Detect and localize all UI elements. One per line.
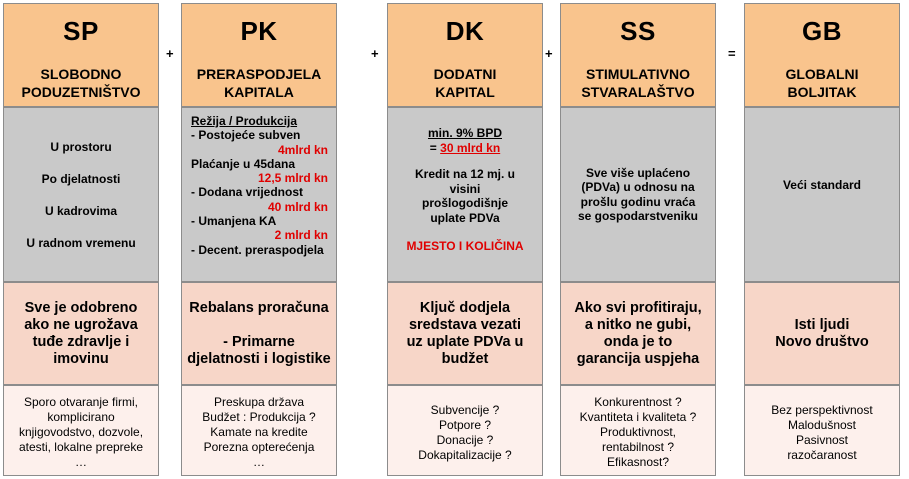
pink-box-pk — [181, 282, 337, 385]
grey-box-dk — [387, 107, 543, 282]
grey-item-label: Plaćanje u 45dana — [191, 156, 296, 171]
grey-item-value: 12,5 mlrd kn — [257, 171, 328, 186]
light-box-ss — [560, 385, 716, 476]
grey-amount-line — [388, 141, 542, 156]
light-line: komplicirano — [47, 410, 115, 424]
subtitle-line: KAPITAL — [435, 84, 495, 100]
equals-sign: = — [429, 140, 437, 155]
grey-box-ss — [560, 107, 716, 282]
light-line: Donacije ? — [436, 433, 494, 447]
light-line: Kamate na kredite — [210, 425, 308, 439]
column-subtitle — [388, 65, 542, 101]
subtitle-line: SLOBODNO — [40, 66, 122, 82]
pink-line: Novo društvo — [775, 333, 869, 350]
plus-operator-1: + — [166, 46, 174, 61]
light-line: Efikasnost? — [606, 455, 670, 469]
pink-line: Ključ dodjela — [419, 299, 511, 316]
pink-line: sredstava vezati — [408, 316, 522, 333]
pink-line: Rebalans proračuna — [189, 299, 329, 316]
plus-operator-2: + — [371, 46, 379, 61]
grey-line: U kadrovima — [44, 203, 118, 218]
subtitle-line: PODUZETNIŠTVO — [21, 84, 141, 100]
column-sp — [3, 3, 161, 476]
pink-line: Isti ljudi — [794, 316, 850, 333]
grey-amount: 30 mlrd kn — [440, 140, 501, 155]
light-line: Pasivnost — [795, 433, 849, 447]
plus-operator-3: + — [545, 46, 553, 61]
light-line: razočaranost — [787, 448, 857, 462]
grey-item-label: - Postojeće subven — [191, 128, 301, 143]
pink-line: a nitko ne gubi, — [584, 316, 692, 333]
subtitle-line: GLOBALNI — [785, 66, 859, 82]
grey-line: Veći standard — [782, 177, 862, 192]
pink-line: onda je to — [603, 333, 673, 350]
grey-item-label: - Umanjena KA — [191, 214, 277, 229]
light-line: knjigovodstvo, dozvole, — [18, 425, 144, 439]
subtitle-line: STVARALAŠTVO — [581, 84, 695, 100]
grey-line: Po djelatnosti — [41, 171, 121, 186]
column-gb — [744, 3, 902, 476]
grey-box-sp — [3, 107, 159, 282]
subtitle-line: DODATNI — [433, 66, 497, 82]
grey-item-value: 2 mlrd kn — [274, 228, 328, 243]
grey-title: Režija / Produkcija — [191, 114, 298, 128]
pink-line: garancija uspjeha — [576, 350, 700, 367]
column-subtitle — [182, 65, 336, 101]
subtitle-line: BOLJITAK — [787, 84, 857, 100]
column-abbr: GB — [802, 16, 842, 46]
header-box-sp — [3, 3, 159, 107]
light-line: atesti, lokalne prepreke — [18, 440, 144, 454]
grey-item-label: - Decent. preraspodjela — [191, 242, 324, 257]
pink-box-dk — [387, 282, 543, 385]
light-line: … — [75, 455, 87, 469]
grey-item-label: - Dodana vrijednost — [191, 185, 304, 200]
pink-box-gb — [744, 282, 900, 385]
pink-line: ako ne ugrožava — [24, 316, 138, 333]
light-line: Subvencije ? — [430, 403, 500, 417]
column-pk — [181, 3, 339, 476]
grey-line: prošlogodišnje — [421, 196, 508, 210]
header-box-ss — [560, 3, 716, 107]
grey-line: Kredit na 12 mj. u — [414, 167, 516, 181]
grey-box-gb — [744, 107, 900, 282]
header-box-pk — [181, 3, 337, 107]
subtitle-line: PRERASPODJELA — [196, 66, 322, 82]
column-subtitle — [745, 65, 899, 101]
grey-item-value: 4mlrd kn — [277, 142, 328, 157]
light-line: Potpore ? — [438, 418, 492, 432]
subtitle-line: STIMULATIVNO — [586, 66, 690, 82]
column-dk — [387, 3, 545, 476]
grey-line: Sve više uplaćeno — [585, 165, 691, 180]
grey-line: uplate PDVa — [430, 210, 500, 225]
light-box-dk — [387, 385, 543, 476]
column-abbr: DK — [445, 16, 485, 46]
column-abbr: SP — [63, 16, 99, 46]
grey-line: U radnom vremenu — [26, 235, 136, 250]
light-line: Sporo otvaranje firmi, — [23, 395, 139, 409]
light-line: Kvantiteta i kvaliteta ? — [579, 410, 697, 424]
grey-line: se gospodarstveniku — [577, 209, 699, 223]
grey-line: visini — [449, 181, 481, 196]
column-ss — [560, 3, 718, 476]
column-subtitle — [561, 65, 715, 101]
light-line: Dokapitalizacije ? — [418, 448, 512, 462]
light-line: Porezna opterećenja — [203, 440, 315, 454]
pink-box-sp — [3, 282, 159, 385]
pink-line: imovinu — [53, 350, 109, 367]
light-line: rentabilnost ? — [601, 440, 675, 454]
light-box-gb — [744, 385, 900, 476]
equals-operator: = — [728, 46, 736, 61]
light-line: Produktivnost, — [599, 425, 677, 439]
light-box-sp — [3, 385, 159, 476]
pink-line: Sve je odobreno — [24, 299, 138, 316]
column-abbr: PK — [240, 16, 278, 46]
light-line: Bez perspektivnost — [771, 403, 873, 417]
pink-line: uz uplate PDVa u — [406, 333, 524, 350]
header-box-gb — [744, 3, 900, 107]
subtitle-line: KAPITALA — [224, 84, 294, 100]
pink-line: djelatnosti i logistike — [187, 350, 331, 367]
light-line: Budžet : Produkcija ? — [202, 410, 316, 424]
pink-line: budžet — [441, 350, 489, 367]
light-line: Konkurentnost ? — [594, 395, 682, 409]
pink-spacer — [187, 317, 330, 334]
pink-line: - Primarne — [223, 333, 295, 350]
light-line: Malodušnost — [787, 418, 857, 432]
grey-red-line: MJESTO I KOLIČINA — [406, 239, 524, 253]
column-abbr: SS — [620, 16, 656, 46]
pink-box-ss — [560, 282, 716, 385]
grey-item-value: 40 mlrd kn — [267, 199, 328, 214]
column-subtitle — [4, 65, 158, 101]
grey-top-line: min. 9% BPD — [427, 126, 502, 140]
header-box-dk — [387, 3, 543, 107]
grey-line: prošlu godinu vraća — [580, 194, 696, 209]
grey-box-pk — [181, 107, 337, 282]
grey-line: U prostoru — [50, 139, 112, 154]
pink-line: tuđe zdravlje i — [32, 333, 130, 350]
light-line: Preskupa država — [213, 395, 305, 409]
light-box-pk — [181, 385, 337, 476]
light-line: … — [253, 455, 265, 469]
pink-line: Ako svi profitiraju, — [574, 299, 702, 316]
grey-line: (PDVa) u odnosu na — [581, 180, 695, 194]
